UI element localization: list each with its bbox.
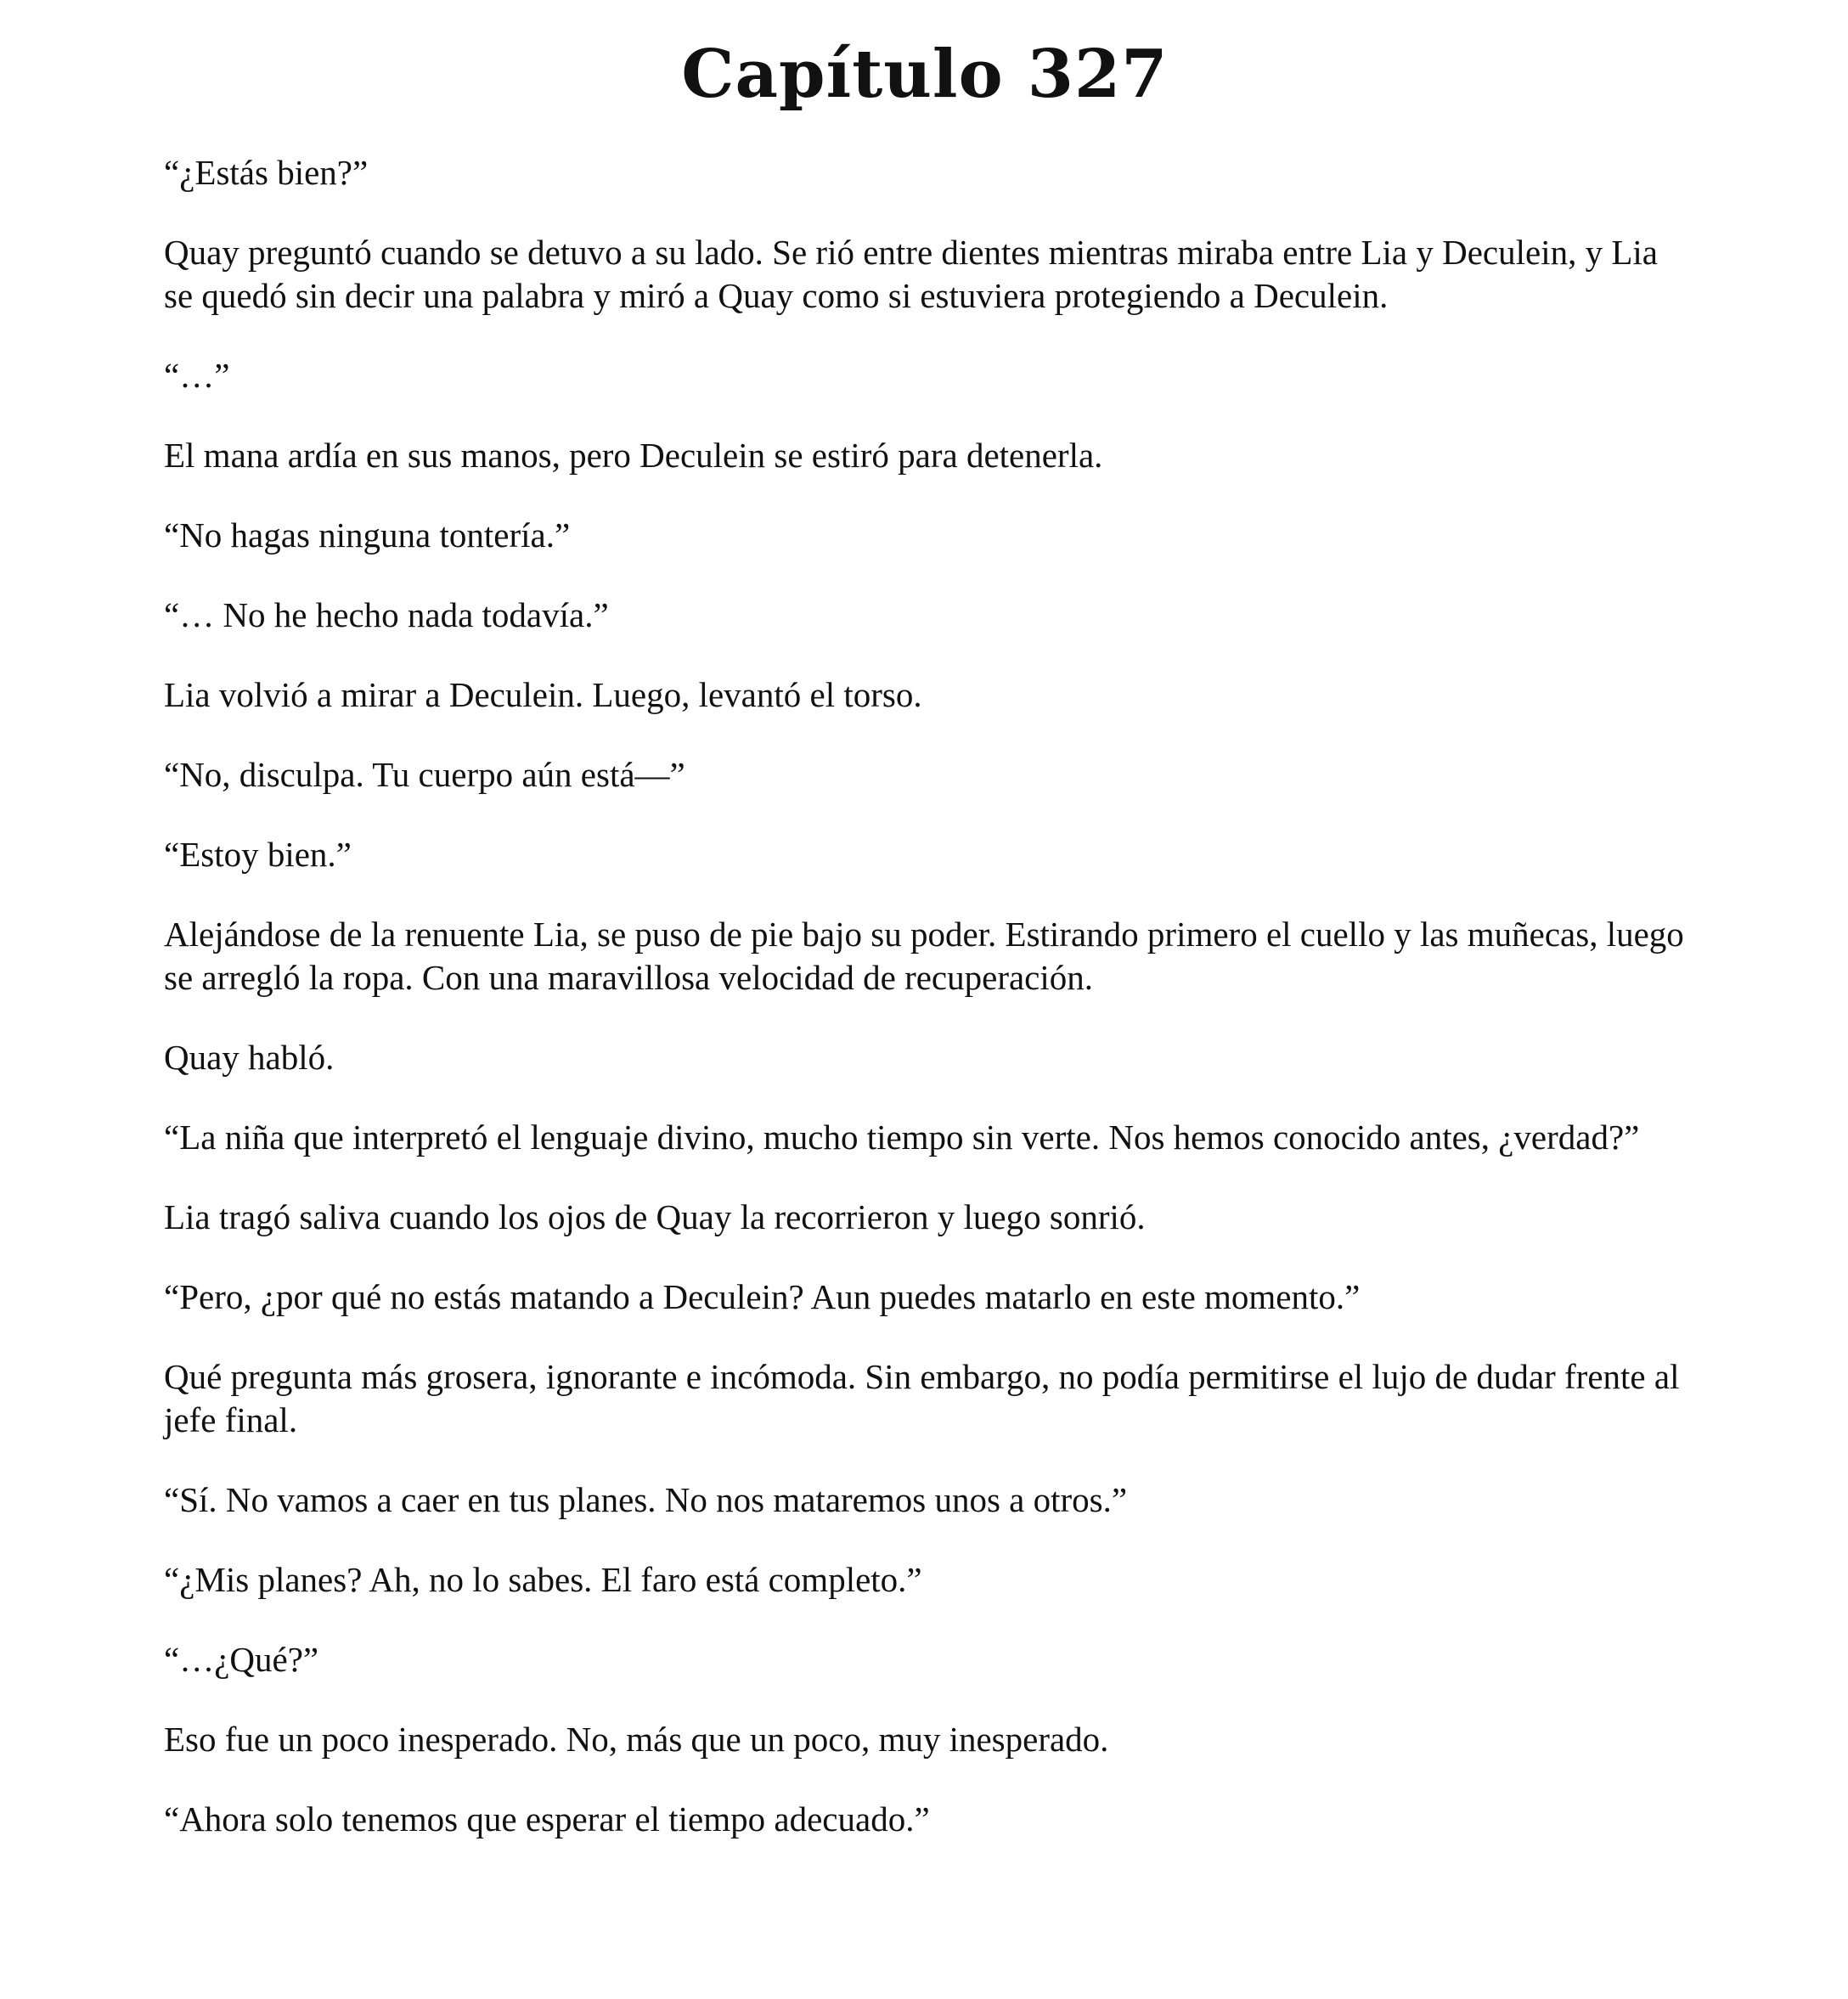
chapter-body [164, 151, 1686, 1841]
paragraph: “… No he hecho nada todavía.” [164, 595, 609, 634]
paragraph: “¿Estás bien?” [164, 153, 369, 192]
paragraph: “Ahora solo tenemos que esperar el tiempo adecuado.” [164, 1799, 930, 1839]
paragraph: “Sí. No vamos a caer en tus planes. No nos mataremos unos a otros.” [164, 1480, 1128, 1519]
paragraph: “…” [164, 356, 230, 395]
paragraph: “…¿Qué?” [164, 1640, 319, 1679]
paragraph: Lia volvió a mirar a Deculein. Luego, levantó el torso. [164, 675, 922, 714]
chapter-title: Capítulo 327 [681, 36, 1169, 113]
paragraph: “La niña que interpretó el lenguaje divino, mucho tiempo sin verte. Nos hemos conocido antes, ¿verdad?” [164, 1118, 1640, 1157]
paragraph: “No, disculpa. Tu cuerpo aún está—” [164, 755, 685, 794]
paragraph: El mana ardía en sus manos, pero Deculein se estiró para detenerla. [164, 436, 1103, 475]
paragraph: Quay preguntó cuando se detuvo a su lado. Se rió entre dientes mientras miraba entre Lia y Deculein, y Lia se quedó sin decir una palabra y miró a Quay como si estuviera protegiendo a Deculein. [164, 233, 1658, 315]
paragraph: “¿Mis planes? Ah, no lo sabes. El faro está completo.” [164, 1560, 922, 1599]
paragraph: “Estoy bien.” [164, 835, 352, 874]
paragraph: Quay habló. [164, 1038, 335, 1077]
paragraph: Alejándose de la renuente Lia, se puso de pie bajo su poder. Estirando primero el cuello y las muñecas, luego se arregló la ropa. Con una maravillosa velocidad de recuperación. [164, 915, 1684, 997]
paragraph: Eso fue un poco inesperado. No, más que un poco, muy inesperado. [164, 1720, 1109, 1759]
paragraph: Lia tragó saliva cuando los ojos de Quay la recorrieron y luego sonrió. [164, 1197, 1146, 1236]
paragraph: “Pero, ¿por qué no estás matando a Deculein? Aun puedes matarlo en este momento.” [164, 1277, 1361, 1316]
paragraph: Qué pregunta más grosera, ignorante e incómoda. Sin embargo, no podía permitirse el lujo de dudar frente al jefe final. [164, 1357, 1680, 1439]
paragraph: “No hagas ninguna tontería.” [164, 515, 571, 555]
